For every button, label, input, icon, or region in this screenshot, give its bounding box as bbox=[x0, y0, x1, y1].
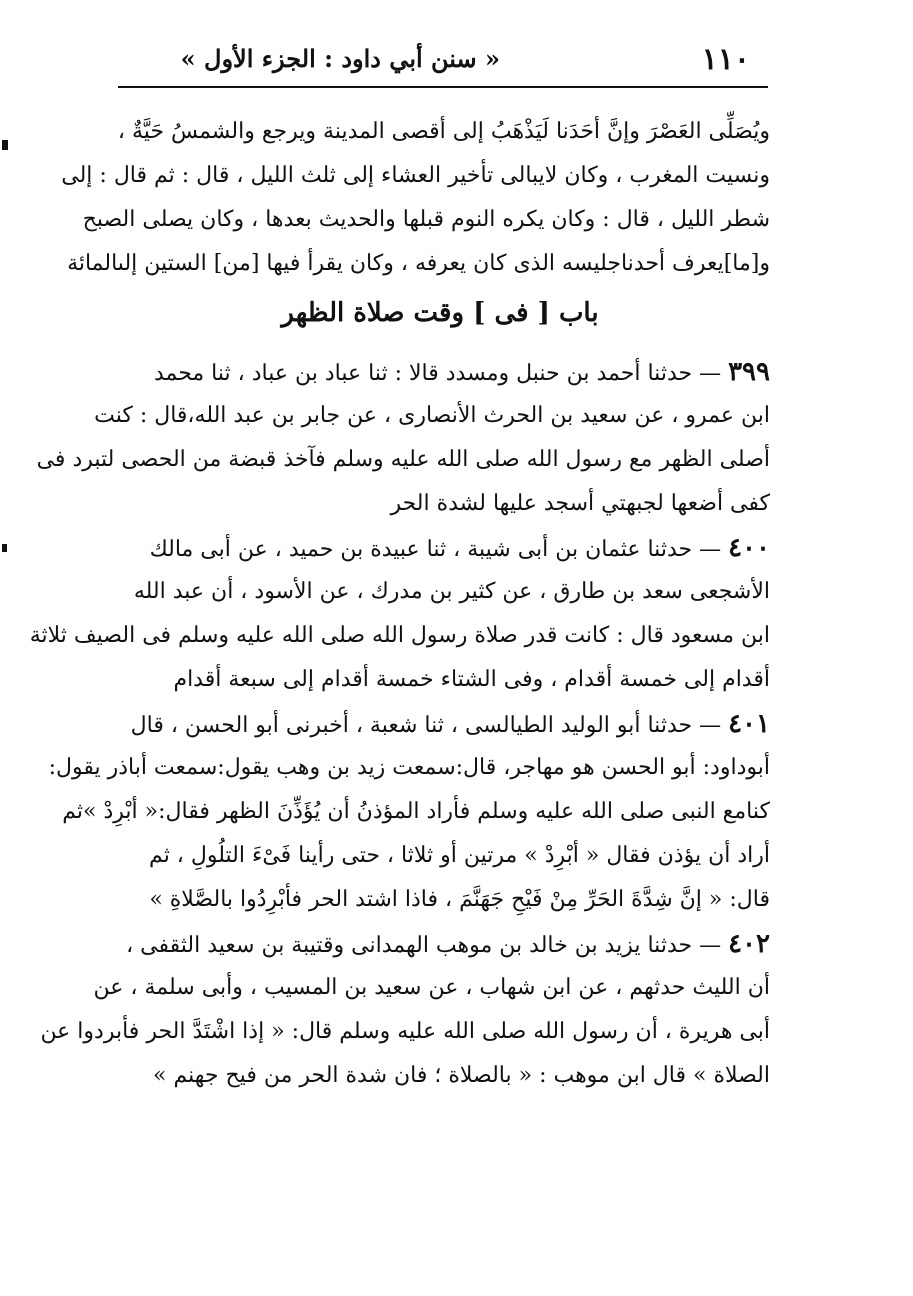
hadith-block bbox=[36, 350, 770, 526]
text-line: أصلى الظهر مع رسول الله صلى الله عليه وسلم فآخذ قبضة من الحصى لتبرد فى bbox=[36, 447, 770, 472]
page-header bbox=[110, 38, 750, 86]
page-number: ١١٠ bbox=[701, 42, 750, 77]
text-line: كفى أضعها لجبهتي أسجد عليها لشدة الحر bbox=[390, 491, 770, 516]
hadith-text: — حدثنا عثمان بن أبى شيبة ، ثنا عبيدة بن حميد ، عن أبى مالك bbox=[149, 537, 722, 562]
text-line: كنامع النبى صلى الله عليه وسلم فأراد المؤذنُ أن يُؤَذِّنَ الظهر فقال:« أبْرِدْ »ثم bbox=[62, 799, 770, 824]
text-line bbox=[110, 922, 770, 966]
text-line: الصلاة » قال ابن موهب : « بالصلاة ؛ فان شدة الحر من فيح جهنم » bbox=[153, 1063, 770, 1088]
text-line: أراد أن يؤذن فقال « أبْرِدْ » مرتين أو ثلاثا ، حتى رأينا فَىْءَ التلُولِ ، ثم bbox=[149, 843, 770, 868]
running-title: « سنن أبي داود : الجزء الأول » bbox=[180, 44, 500, 73]
page-body bbox=[29, 110, 770, 1098]
text-line: قال: « إنَّ شِدَّةَ الحَرِّ مِنْ فَيْحِ جَهَنَّمَ ، فاذا اشتد الحر فأبْرِدُوا بالصَّلاةِ » bbox=[149, 887, 770, 912]
hadith-block bbox=[29, 526, 770, 702]
text-line: شطر الليل ، قال : وكان يكره النوم قبلها والحديث بعدها ، وكان يصلى الصبح bbox=[82, 207, 770, 232]
text-line: الأشجعى سعد بن طارق ، عن كثير بن مدرك ، عن الأسود ، أن عبد الله bbox=[133, 579, 770, 604]
text-line: أبوداود: أبو الحسن هو مهاجر، قال:سمعت زيد بن وهب يقول:سمعت أباذر يقول: bbox=[48, 755, 770, 780]
header-rule bbox=[118, 86, 768, 88]
text-line: ابن مسعود قال : كانت قدر صلاة رسول الله صلى الله عليه وسلم فى الصيف ثلاثة bbox=[29, 623, 770, 648]
hadith-number: ٣٩٩ bbox=[728, 357, 770, 387]
text-line: ونسيت المغرب ، وكان لايبالى تأخير العشاء إلى ثلث الليل ، قال : ثم قال : إلى bbox=[61, 163, 770, 188]
margin-mark bbox=[2, 544, 7, 552]
hadith-number: ٤٠٢ bbox=[728, 929, 770, 959]
text-line: أقدام إلى خمسة أقدام ، وفى الشتاء خمسة أقدام إلى سبعة أقدام bbox=[173, 667, 770, 692]
hadith-text: — حدثنا أحمد بن حنبل ومسدد قالا : ثنا عباد بن عباد ، ثنا محمد bbox=[153, 361, 722, 386]
text-line: ابن عمرو ، عن سعيد بن الحرث الأنصارى ، عن جابر بن عبد الله،قال : كنت bbox=[94, 403, 770, 428]
text-line: ويُصَلِّى العَصْرَ وإنَّ أحَدَنا لَيَذْهَبُ إلى أقصى المدينة ويرجع والشمسُ حَيَّةٌ ، bbox=[117, 119, 770, 144]
text-line: أبى هريرة ، أن رسول الله صلى الله عليه وسلم قال: « إذا اشْتَدَّ الحر فأبردوا عن bbox=[40, 1019, 770, 1044]
hadith-text: — حدثنا يزيد بن خالد بن موهب الهمدانى وقتيبة بن سعيد الثقفى ، bbox=[126, 933, 722, 958]
hadith-block bbox=[40, 922, 770, 1098]
hadith-block bbox=[48, 702, 770, 922]
hadith-number: ٤٠٠ bbox=[728, 533, 770, 563]
hadith-text: — حدثنا أبو الوليد الطيالسى ، ثنا شعبة ، أخبرنى أبو الحسن ، قال bbox=[130, 713, 722, 738]
text-line bbox=[110, 350, 770, 394]
hadith-number: ٤٠١ bbox=[728, 709, 770, 739]
margin-mark bbox=[2, 140, 8, 150]
text-line: و[ما]يعرف أحدناجليسه الذى كان يعرفه ، وكان يقرأ فيها [من] الستين إلىالمائة bbox=[67, 251, 770, 276]
chapter-title: باب [ فى ] وقت صلاة الظهر bbox=[281, 298, 599, 328]
text-line bbox=[110, 526, 770, 570]
text-line bbox=[110, 702, 770, 746]
text-line: أن الليث حدثهم ، عن ابن شهاب ، عن سعيد بن المسيب ، وأبى سلمة ، عن bbox=[93, 975, 770, 1000]
